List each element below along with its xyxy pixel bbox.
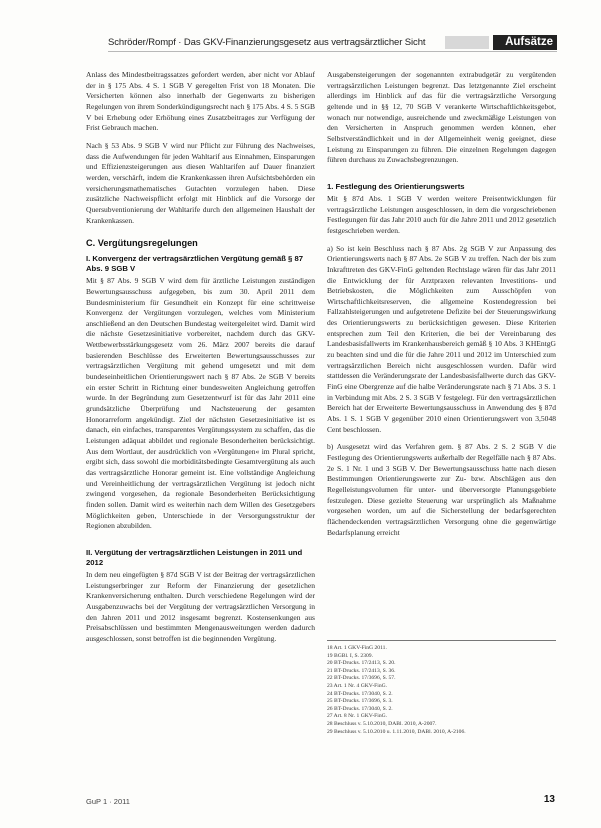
journal-issue: GuP 1 · 2011	[86, 797, 130, 806]
footnote: 18 Art. 1 GKV-FinG 2011.	[327, 645, 387, 651]
section-tag: Aufsätze	[493, 35, 557, 50]
header-separator	[445, 36, 489, 49]
subsection-heading: 1. Festlegung des Orientierungswerts	[327, 181, 465, 191]
footnote: 24 BT-Drucks. 17/3040, S. 2.	[327, 690, 393, 697]
footnote: 23 Art. 1 Nr. 4 GKV-FinG.	[327, 682, 388, 689]
footnotes	[327, 640, 556, 736]
paragraph: Mit § 87d Abs. 1 SGB V werden weitere Preisentwicklungen für vertragsärztliche Leistungen ausgeschlossen, in dem die vorgeschriebenen Festlegungen für das Jahr 2010 auch für die Jahre 2011 und 2012 gesetzlich festgeschrieben werden.	[327, 193, 557, 235]
paragraph: a) So ist kein Beschluss nach § 87 Abs. 2g SGB V zur Anpassung des Orientierungswerts nach § 87 Abs. 2e SGB V zu treffen. Nach der bis zum Inkrafttreten des GKV-FinG geltenden Rechtslage wären für das Jahr 2011 die Entwicklung der für Arztpraxen relevanten Investitions- und Betriebskosten, die Möglichkeiten zum Ausschöpfen von Wirtschaftlichkeitsreserven, die allgemeine Kostendegression bei Fallzahlsteigerungen und aufgetretene Defizite bei der Steuerungswirkung des Orientierungswerts zu berücksichtigen gewesen. Diese Kriterien entsprechen zum Teil den Kriterien, die bei der Vereinbarung des Landesbasisfallwerts im Krankenhausbereich gemäß § 10 Abs. 3 KHEntgG zu beachten sind und die für die Jahre 2011 und 2012 im Unterschied zum vertragsärztlichen Bereich nicht ausgeschlossen wurden. Dafür wird stattdessen die Veränderungsrate der Landesbasisfallwerte durch das GKV-FinG eine Obergrenze auf die halbe Veränderungsrate nach § 71 Abs. 3 S. 1 in Verbindung mit Abs. 2 S. 3 SGB V festgelegt. Für den vertragsärztlichen Bereich hat der Erweiterte Bewertungsausschuss in Anwendung des § 87d Abs. 1 S. 1 SGB V gegenüber 2010 einen Orientierungswert von 3,5048 Cent beschlossen.	[327, 243, 556, 434]
footnote: 26 BT-Drucks. 17/3040, S. 2.	[327, 705, 393, 712]
running-title: Schröder/Rompf · Das GKV-Finanzierungsgesetz aus vertragsärztlicher Sicht	[108, 37, 426, 48]
paragraph: Ausgabensteigerungen der sogenannten extrabudgetär zu vergütenden vertragsärztlichen Leistungen begrenzt. Das letztgenannte Ziel erscheint allerdings im Hinblick auf das für die vertragsärztliche Versorgung geltende und in §§ 12, 70 SGB V verankerte Wirtschaftlichkeitsgebot, wonach nur notwendige, ausreichende und zweckmäßige Leistungen von den Versicherten in Anspruch genommen werden können, eher Selbstverständlichkeit und in der Allgemeinheit wenig geeignet, diese Leistung zu Einsparungen zu führen. Die einzelnen Regelungen dagegen führen durchaus zu Zuwachsbegrenzungen.	[327, 70, 556, 165]
footnote: 19 BGBl. I, S. 2309.	[327, 652, 373, 659]
footnote: 22 BT-Drucks. 17/3696, S. 57.	[327, 675, 396, 682]
subsection-heading: I. Konvergenz der vertragsärztlichen Vergütung gemäß § 87 Abs. 9 SGB V	[86, 254, 304, 274]
paragraph: Nach § 53 Abs. 9 SGB V wird nur Pflicht zur Führung des Nachweises, dass die Aufwendungen für jeden Wahltarif aus Einnahmen, Einsparungen und Effizienzsteigerungen aus diesen Wahltarifen auf Dauer finanziert werden, verschärft, indem die Krankenkassen ihren Aufsichtsbehörden ein versicherungsmathematisches Gutachten vorzulegen haben. Diese zusätzliche Nachweispflicht erfolgt mit Hinblick auf die Vorsorge der Quersubventionierung der Wahltarife durch den allgemeinen Haushalt der Krankenkassen.	[86, 140, 315, 225]
footnote: 21 BT-Drucks. 17/2413, S. 36.	[327, 667, 396, 674]
footnote: 20 BT-Drucks. 17/2413, S. 20.	[327, 660, 396, 667]
paragraph: b) Ausgesetzt wird das Verfahren gem. § 87 Abs. 2 S. 2 SGB V die Festlegung des Orientierungswerts außerhalb der Regelfälle nach § 87 Abs. 2e S. 1 Nr. 1 und 3 SGB V. Der Bewertungsausschuss hatte nach diesen Bestimmungen Orientierungswerte zur Zu- bzw. Abschlägen aus den Regelleistungsvolumen für unter- und überversorgte Planungsgebiete festzulegen. Diese gezielte Steuerung war ursprünglich als Maßnahme vorgesehen worden, um auf die Sicherstellung der bedarfsgerechten flächendeckenden vertragsärztlichen Versorgung ohne die gegenwärtige Bedarfsplanung erreicht	[327, 442, 556, 537]
paragraph: Anlass des Mindestbeitragssatzes gefordert werden, aber nicht vor Ablauf der in § 175 Abs. 4 S. 1 SGB V geregelten Frist von 18 Monaten. Die Versicherten können also innerhalb der Gegenwarts zu bisherigen Regelungen von ihrem Sonderkündigungsrecht nach § 175 Abs. 4 S. 5 SGB V bei Erhebung oder Erhöhung eines Zusatzbeitrages zur Verfügung der Frist Gebrauch machen.	[86, 70, 315, 133]
left-column	[86, 70, 315, 652]
header-rule	[108, 51, 557, 52]
subsection-heading: II. Vergütung der vertragsärztlichen Leistungen in 2011 und 2012	[86, 547, 303, 567]
footnote: 28 Beschluss v. 5.10.2010, DÄBl. 2010, A-2007.	[327, 720, 437, 727]
page-header	[0, 0, 601, 56]
section-heading: C. Vergütungsregelungen	[86, 238, 198, 249]
paragraph: In dem neu eingefügten § 87d SGB V ist der Beitrag der vertragsärztlichen Leistungserbringer zur Reform der Finanzierung der gesetzlichen Krankenversicherung enthalten. Durch verschiedene Regelungen wird der Ausgabenzuwachs bei der Vergütung der vertragsärztlichen Versorgung in den Jahren 2011 und 2012 insgesamt begrenzt. Kostensenkungen aus Preisabschlüssen und bestimmten Mengenausweitungen werden dadurch ausgeschlossen, sonst betroffen ist die beginnenden Vergütung.	[86, 569, 315, 643]
footnote: 27 Art. 8 Nr. 1 GKV-FinG.	[327, 713, 388, 720]
page-number: 13	[543, 794, 555, 805]
paragraph: Mit § 87 Abs. 9 SGB V wird dem für ärztliche Leistungen zuständigen Bewertungsausschuss aufgegeben, bis zum 30. April 2011 dem Bundesministerium für Gesundheit ein Konzept für eine schrittweise Konvergenz der Vergütungen vorzulegen, welches vom Ministerium anschließend an den Deutschen Bundestag weitergeleitet wird. Damit wird die nächste Gesetzesinitiative vorbereitet, nachdem durch das GKV-Wettbewerbsstärkungsgesetz vom 26. März 2007 bereits die darauf basierenden Beschlüsse des Erweiterten Bewertungsausschusses zur vertragsärztlichen Vergütung mit gehend umgesetzt und mit dem bundeseinheitlichen Orientierungswert nach § 87 Abs. 2e SGB V bereits ein erster Schritt in Richtung einer bundesweiten Angleichung getroffen wurde. In der Begründung zum Gesetzentwurf ist für das Jahr 2011 eine grundsätzliche Überprüfung und Nachsteuerung der gesamten Honorarreform angekündigt. Ziel der nächsten Gesetzesinitiative ist es danach, ein einfaches, transparentes Vergütungssystem zu schaffen, das die Leistungen adäquat abbildet und regionale Besonderheiten berücksichtigt. Aus dem Wortlaut, der ausdrücklich von »Vergütungen« im Plural spricht, ergibt sich, dass sowohl die morbiditätsbedingte Gesamtvergütung als auch das vertragsärztliche Honorar gemeint ist. Eine vollständige Angleichung und Vereinheitlichung der vertragsärztlichen Vergütung ist jedoch nicht zwingend vorgesehen, da regionale Besonderheiten Berücksichtigung finden sollen. Damit wird es weiterhin nach dem Willen des Gesetzgebers Möglichkeiten geben, Unterschiede in der Versorgungsstruktur der Regionen abzubilden.	[86, 276, 315, 531]
footnote: 29 Beschluss v. 5.10.2010 u. 1.11.2010, DÄBl. 2010, A-2106.	[327, 728, 466, 735]
right-column	[327, 70, 556, 545]
footnote: 25 BT-Drucks. 17/3696, S. 3.	[327, 698, 393, 705]
